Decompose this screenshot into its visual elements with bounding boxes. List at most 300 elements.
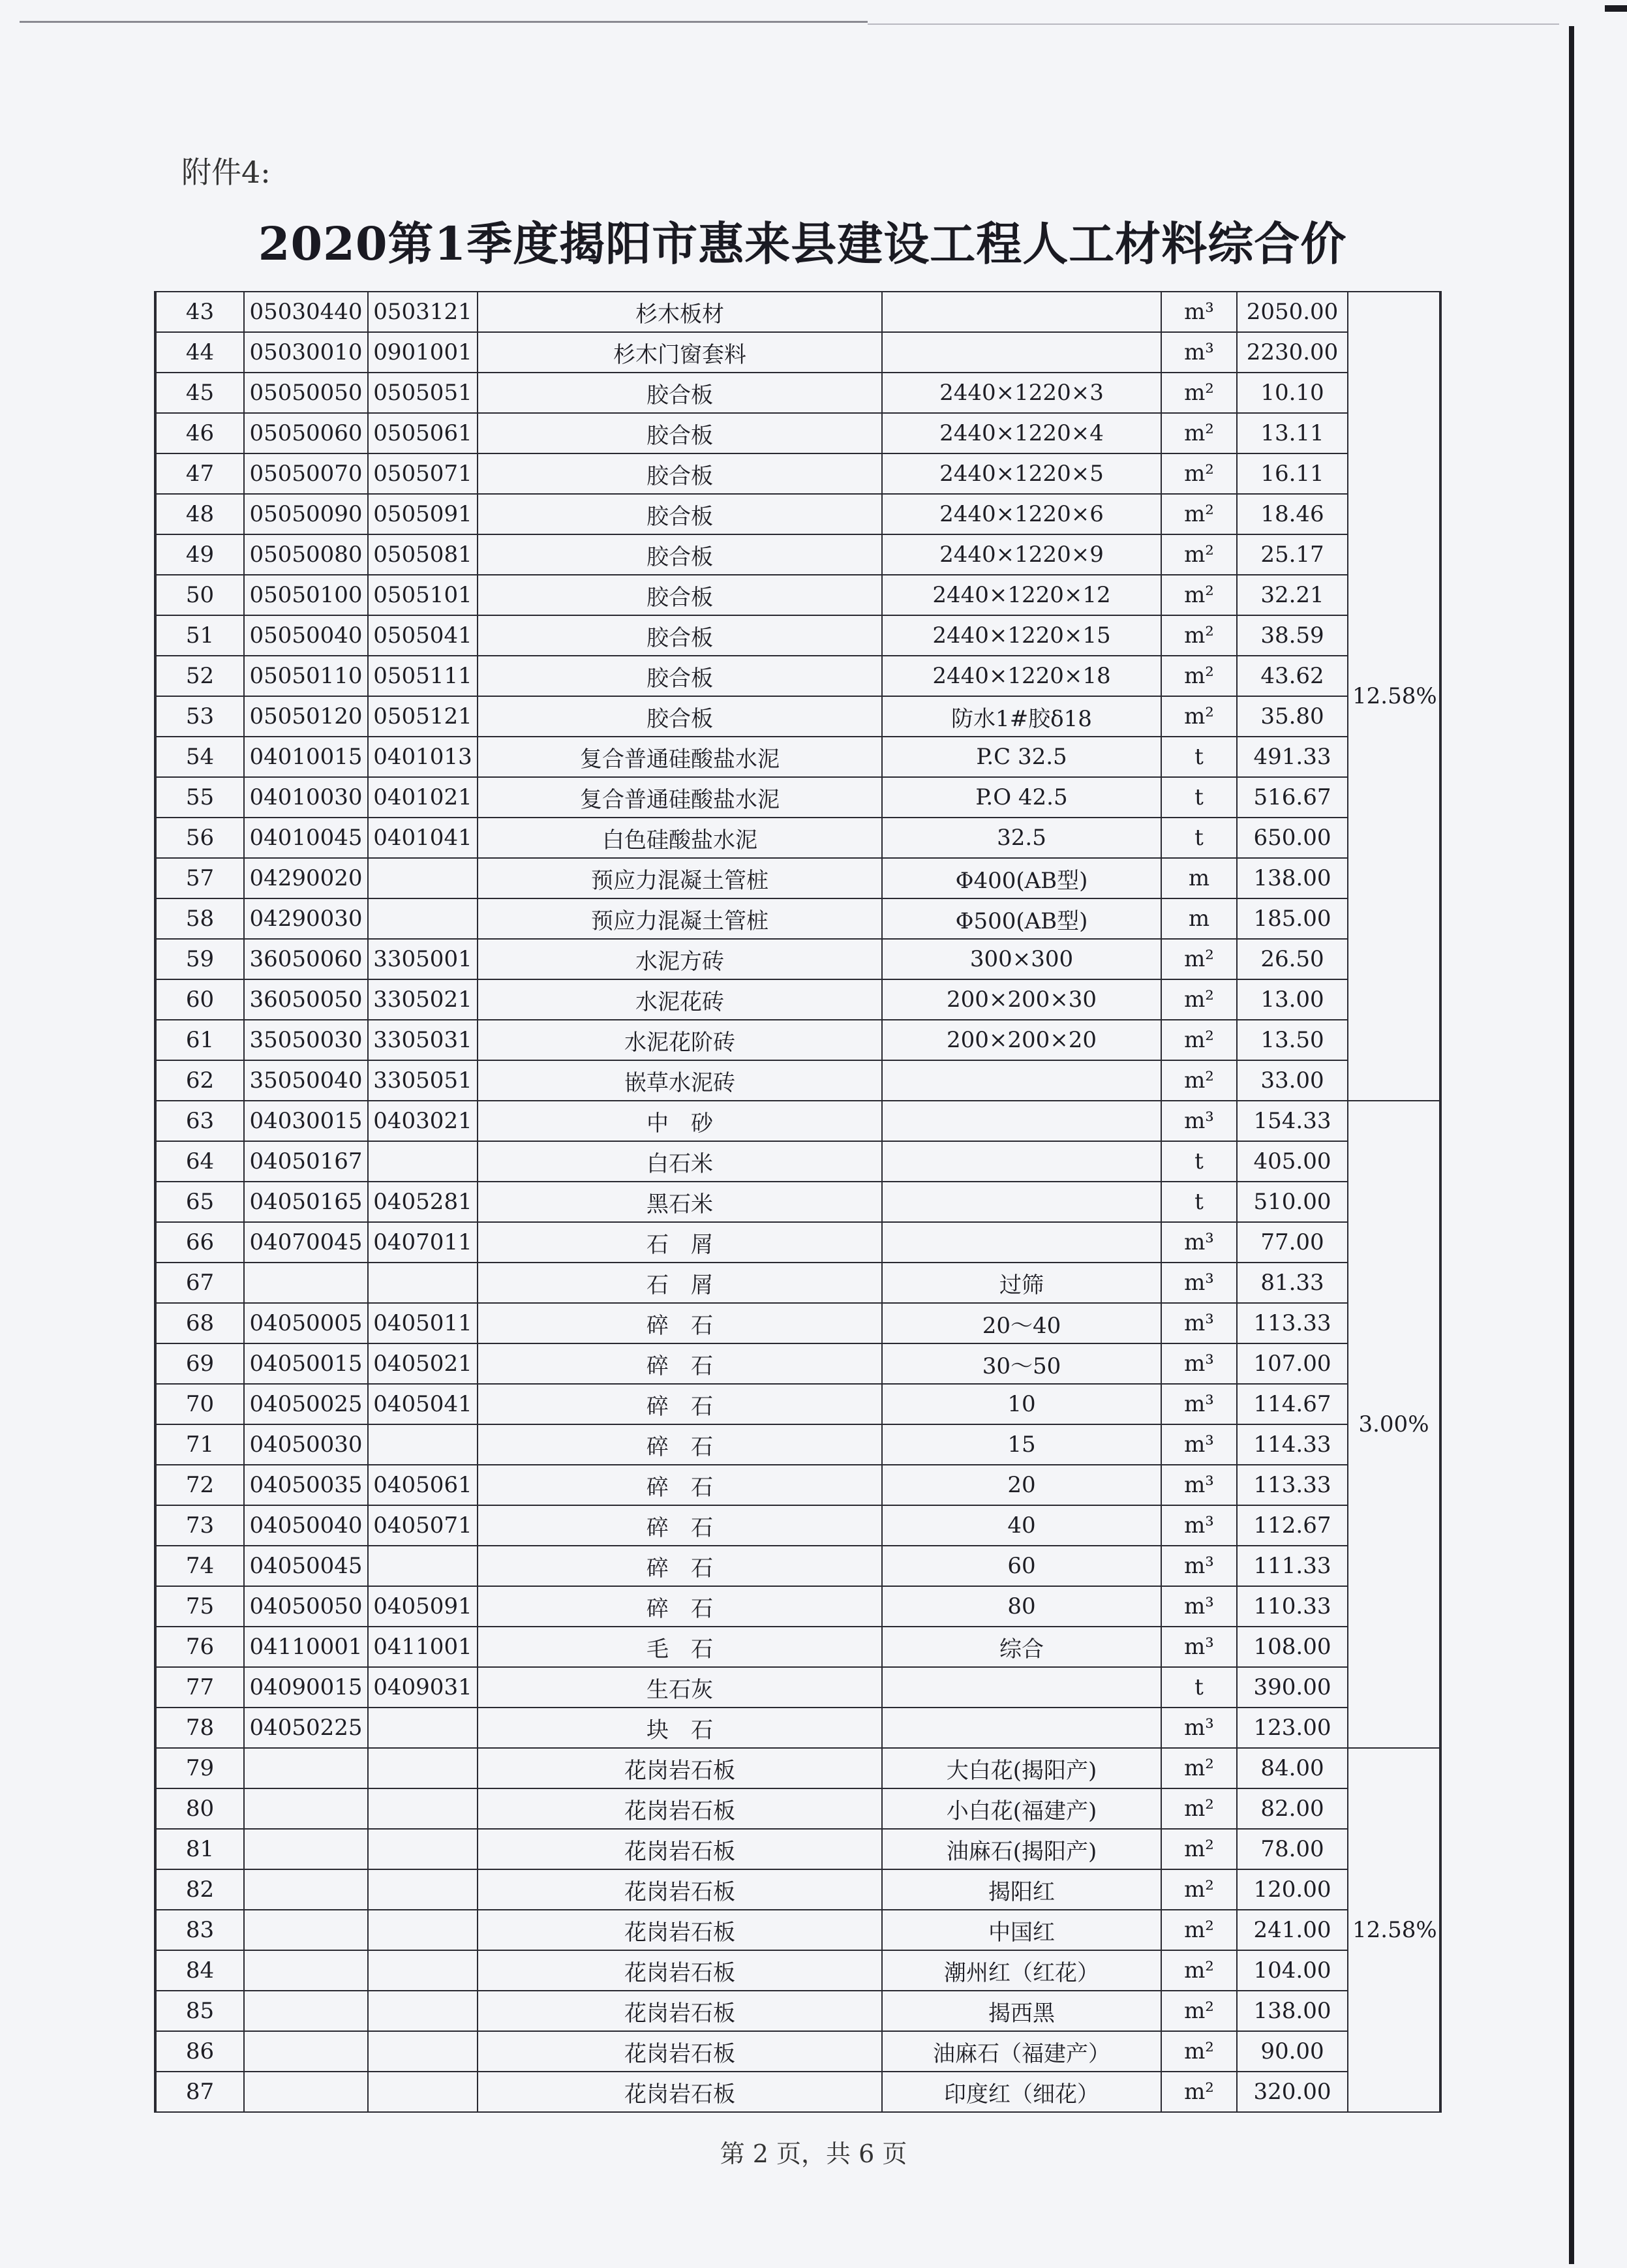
unit-price-cell: 32.21: [1237, 575, 1348, 615]
material-name-cell: 预应力混凝土管桩: [478, 858, 882, 898]
row-number-cell: 55: [155, 777, 244, 818]
scan-edge-mark: [1605, 5, 1627, 12]
row-number-cell: 73: [155, 1505, 244, 1546]
legacy-code-cell: 0505061: [368, 413, 478, 453]
row-number-cell: 48: [155, 494, 244, 534]
document-title: 2020第1季度揭阳市惠来县建设工程人工材料综合价: [258, 217, 1347, 271]
material-spec-cell: [882, 292, 1161, 332]
row-number-cell: 62: [155, 1060, 244, 1101]
material-name-cell: 花岗岩石板: [478, 2072, 882, 2112]
table-row: [155, 939, 1440, 979]
material-name-cell: 生石灰: [478, 1667, 882, 1708]
row-number-cell: 44: [155, 332, 244, 373]
material-code-cell: [244, 1950, 368, 1991]
table-row: [155, 453, 1440, 494]
legacy-code-cell: [368, 1829, 478, 1869]
row-number-cell: 72: [155, 1465, 244, 1505]
unit-price-cell: 26.50: [1237, 939, 1348, 979]
material-code-cell: 35050040: [244, 1060, 368, 1101]
material-code-cell: 05050060: [244, 413, 368, 453]
rate-cell: 3.00%: [1348, 1101, 1440, 1748]
material-spec-cell: 2440×1220×3: [882, 373, 1161, 413]
material-spec-cell: 小白花(福建产): [882, 1788, 1161, 1829]
unit-price-cell: 516.67: [1237, 777, 1348, 818]
material-spec-cell: 2440×1220×18: [882, 656, 1161, 696]
table-row: [155, 575, 1440, 615]
material-code-cell: 05050090: [244, 494, 368, 534]
material-code-cell: 05030010: [244, 332, 368, 373]
material-spec-cell: [882, 1141, 1161, 1182]
table-row: [155, 494, 1440, 534]
row-number-cell: 59: [155, 939, 244, 979]
material-spec-cell: 20: [882, 1465, 1161, 1505]
material-name-cell: 碎 石: [478, 1586, 882, 1627]
table-row: [155, 1627, 1440, 1667]
unit-price-cell: 77.00: [1237, 1222, 1348, 1263]
table-row: [155, 1991, 1440, 2031]
material-code-cell: 04050165: [244, 1182, 368, 1222]
unit-cell: t: [1161, 737, 1237, 777]
material-code-cell: 05050110: [244, 656, 368, 696]
unit-cell: m³: [1161, 1424, 1237, 1465]
material-code-cell: 04050005: [244, 1303, 368, 1343]
material-code-cell: [244, 1869, 368, 1910]
unit-price-cell: 110.33: [1237, 1586, 1348, 1627]
material-spec-cell: 200×200×30: [882, 979, 1161, 1020]
material-spec-cell: 10: [882, 1384, 1161, 1424]
legacy-code-cell: [368, 1546, 478, 1586]
table-row: [155, 979, 1440, 1020]
material-name-cell: 胶合板: [478, 534, 882, 575]
unit-price-cell: 33.00: [1237, 1060, 1348, 1101]
table-row: [155, 292, 1440, 332]
material-name-cell: 胶合板: [478, 373, 882, 413]
material-spec-cell: 印度红（细花）: [882, 2072, 1161, 2112]
row-number-cell: 57: [155, 858, 244, 898]
legacy-code-cell: 0405021: [368, 1343, 478, 1384]
unit-price-cell: 120.00: [1237, 1869, 1348, 1910]
material-spec-cell: 200×200×20: [882, 1020, 1161, 1060]
material-spec-cell: [882, 1708, 1161, 1748]
legacy-code-cell: 0405011: [368, 1303, 478, 1343]
unit-cell: m³: [1161, 1627, 1237, 1667]
table-row: [155, 1141, 1440, 1182]
legacy-code-cell: [368, 898, 478, 939]
legacy-code-cell: 0505121: [368, 696, 478, 737]
unit-cell: m³: [1161, 1586, 1237, 1627]
material-name-cell: 花岗岩石板: [478, 1950, 882, 1991]
material-code-cell: [244, 1788, 368, 1829]
material-spec-cell: 揭西黑: [882, 1991, 1161, 2031]
unit-cell: m³: [1161, 1343, 1237, 1384]
legacy-code-cell: 0505091: [368, 494, 478, 534]
material-code-cell: [244, 1829, 368, 1869]
unit-price-cell: 123.00: [1237, 1708, 1348, 1748]
unit-price-cell: 491.33: [1237, 737, 1348, 777]
table-row: [155, 737, 1440, 777]
row-number-cell: 71: [155, 1424, 244, 1465]
material-name-cell: 黑石米: [478, 1182, 882, 1222]
unit-cell: m³: [1161, 1222, 1237, 1263]
material-code-cell: 35050030: [244, 1020, 368, 1060]
row-number-cell: 60: [155, 979, 244, 1020]
material-name-cell: 花岗岩石板: [478, 1748, 882, 1788]
row-number-cell: 87: [155, 2072, 244, 2112]
material-code-cell: [244, 2072, 368, 2112]
material-name-cell: 块 石: [478, 1708, 882, 1748]
material-code-cell: 05050080: [244, 534, 368, 575]
row-number-cell: 64: [155, 1141, 244, 1182]
unit-price-cell: 114.67: [1237, 1384, 1348, 1424]
table-row: [155, 1910, 1440, 1950]
legacy-code-cell: [368, 1748, 478, 1788]
material-name-cell: 嵌草水泥砖: [478, 1060, 882, 1101]
material-spec-cell: 2440×1220×9: [882, 534, 1161, 575]
table-row: [155, 1829, 1440, 1869]
material-code-cell: 04050030: [244, 1424, 368, 1465]
table-row: [155, 818, 1440, 858]
material-name-cell: 花岗岩石板: [478, 1910, 882, 1950]
unit-price-cell: 112.67: [1237, 1505, 1348, 1546]
material-code-cell: 36050060: [244, 939, 368, 979]
material-code-cell: 04010045: [244, 818, 368, 858]
material-spec-cell: [882, 332, 1161, 373]
material-spec-cell: [882, 1060, 1161, 1101]
material-name-cell: 碎 石: [478, 1303, 882, 1343]
material-name-cell: 花岗岩石板: [478, 1991, 882, 2031]
row-number-cell: 54: [155, 737, 244, 777]
unit-price-cell: 390.00: [1237, 1667, 1348, 1708]
unit-cell: m²: [1161, 1910, 1237, 1950]
material-name-cell: 杉木门窗套料: [478, 332, 882, 373]
material-spec-cell: 40: [882, 1505, 1161, 1546]
material-name-cell: 胶合板: [478, 615, 882, 656]
legacy-code-cell: 0409031: [368, 1667, 478, 1708]
table-row: [155, 1950, 1440, 1991]
legacy-code-cell: 3305051: [368, 1060, 478, 1101]
legacy-code-cell: 0505111: [368, 656, 478, 696]
material-name-cell: 碎 石: [478, 1505, 882, 1546]
table-row: [155, 373, 1440, 413]
legacy-code-cell: [368, 1424, 478, 1465]
unit-price-cell: 113.33: [1237, 1465, 1348, 1505]
material-code-cell: [244, 1263, 368, 1303]
legacy-code-cell: 0405061: [368, 1465, 478, 1505]
scan-edge-bar: [1569, 26, 1574, 2264]
unit-cell: m²: [1161, 1829, 1237, 1869]
material-spec-cell: 2440×1220×12: [882, 575, 1161, 615]
unit-cell: m³: [1161, 1505, 1237, 1546]
table-row: [155, 1263, 1440, 1303]
unit-cell: t: [1161, 777, 1237, 818]
legacy-code-cell: [368, 1950, 478, 1991]
legacy-code-cell: 0405071: [368, 1505, 478, 1546]
unit-cell: m²: [1161, 534, 1237, 575]
table-row: [155, 777, 1440, 818]
unit-price-cell: 405.00: [1237, 1141, 1348, 1182]
row-number-cell: 51: [155, 615, 244, 656]
material-spec-cell: 过筛: [882, 1263, 1161, 1303]
material-code-cell: 05050040: [244, 615, 368, 656]
table-row: [155, 615, 1440, 656]
material-code-cell: 04070045: [244, 1222, 368, 1263]
unit-price-cell: 81.33: [1237, 1263, 1348, 1303]
row-number-cell: 84: [155, 1950, 244, 1991]
row-number-cell: 52: [155, 656, 244, 696]
row-number-cell: 45: [155, 373, 244, 413]
row-number-cell: 56: [155, 818, 244, 858]
unit-cell: m²: [1161, 2031, 1237, 2072]
material-spec-cell: 潮州红（红花）: [882, 1950, 1161, 1991]
unit-cell: m²: [1161, 979, 1237, 1020]
material-spec-cell: 2440×1220×5: [882, 453, 1161, 494]
table-row: [155, 858, 1440, 898]
material-name-cell: 胶合板: [478, 413, 882, 453]
row-number-cell: 68: [155, 1303, 244, 1343]
material-code-cell: 05050050: [244, 373, 368, 413]
page-number: 第 2 页，共 6 页: [720, 2139, 907, 2168]
row-number-cell: 67: [155, 1263, 244, 1303]
unit-price-cell: 13.00: [1237, 979, 1348, 1020]
unit-cell: m²: [1161, 1788, 1237, 1829]
unit-cell: m: [1161, 898, 1237, 939]
material-spec-cell: 油麻石(揭阳产): [882, 1829, 1161, 1869]
scan-top-line-faint: [868, 23, 1559, 25]
legacy-code-cell: 0505041: [368, 615, 478, 656]
unit-price-cell: 38.59: [1237, 615, 1348, 656]
material-code-cell: 05050070: [244, 453, 368, 494]
material-name-cell: 复合普通硅酸盐水泥: [478, 737, 882, 777]
unit-cell: m²: [1161, 656, 1237, 696]
material-spec-cell: 油麻石（福建产）: [882, 2031, 1161, 2072]
material-name-cell: 白色硅酸盐水泥: [478, 818, 882, 858]
material-spec-cell: 300×300: [882, 939, 1161, 979]
unit-price-cell: 2050.00: [1237, 292, 1348, 332]
unit-price-cell: 35.80: [1237, 696, 1348, 737]
row-number-cell: 50: [155, 575, 244, 615]
row-number-cell: 61: [155, 1020, 244, 1060]
unit-cell: m³: [1161, 1546, 1237, 1586]
material-name-cell: 胶合板: [478, 696, 882, 737]
legacy-code-cell: 0411001: [368, 1627, 478, 1667]
material-spec-cell: Φ500(AB型): [882, 898, 1161, 939]
row-number-cell: 75: [155, 1586, 244, 1627]
unit-price-cell: 154.33: [1237, 1101, 1348, 1141]
unit-cell: m³: [1161, 1465, 1237, 1505]
unit-price-cell: 84.00: [1237, 1748, 1348, 1788]
legacy-code-cell: [368, 2031, 478, 2072]
material-spec-cell: 2440×1220×4: [882, 413, 1161, 453]
material-name-cell: 预应力混凝土管桩: [478, 898, 882, 939]
table-row: [155, 1222, 1440, 1263]
table-row: [155, 1505, 1440, 1546]
table-row: [155, 1343, 1440, 1384]
material-spec-cell: [882, 1222, 1161, 1263]
legacy-code-cell: 0901001: [368, 332, 478, 373]
table-row: [155, 2031, 1440, 2072]
unit-cell: m²: [1161, 1060, 1237, 1101]
legacy-code-cell: 0503121: [368, 292, 478, 332]
material-name-cell: 复合普通硅酸盐水泥: [478, 777, 882, 818]
unit-cell: m³: [1161, 332, 1237, 373]
material-code-cell: 05030440: [244, 292, 368, 332]
material-code-cell: 04050035: [244, 1465, 368, 1505]
table-row: [155, 1748, 1440, 1788]
material-code-cell: 04010015: [244, 737, 368, 777]
material-name-cell: 碎 石: [478, 1343, 882, 1384]
legacy-code-cell: 0505081: [368, 534, 478, 575]
legacy-code-cell: 3305021: [368, 979, 478, 1020]
table-row: [155, 656, 1440, 696]
row-number-cell: 58: [155, 898, 244, 939]
unit-cell: m²: [1161, 939, 1237, 979]
unit-price-cell: 107.00: [1237, 1343, 1348, 1384]
row-number-cell: 69: [155, 1343, 244, 1384]
scan-top-line: [20, 21, 868, 23]
unit-cell: m³: [1161, 1708, 1237, 1748]
material-name-cell: 碎 石: [478, 1384, 882, 1424]
unit-cell: m²: [1161, 1020, 1237, 1060]
legacy-code-cell: 0401041: [368, 818, 478, 858]
table-row: [155, 696, 1440, 737]
legacy-code-cell: 0401013: [368, 737, 478, 777]
material-name-cell: 碎 石: [478, 1546, 882, 1586]
unit-price-cell: 43.62: [1237, 656, 1348, 696]
legacy-code-cell: [368, 1708, 478, 1748]
unit-cell: t: [1161, 1182, 1237, 1222]
unit-price-cell: 16.11: [1237, 453, 1348, 494]
material-name-cell: 花岗岩石板: [478, 2031, 882, 2072]
legacy-code-cell: 3305031: [368, 1020, 478, 1060]
unit-cell: t: [1161, 818, 1237, 858]
unit-cell: m²: [1161, 1748, 1237, 1788]
material-code-cell: [244, 1991, 368, 2031]
material-code-cell: 04050040: [244, 1505, 368, 1546]
legacy-code-cell: 0405281: [368, 1182, 478, 1222]
material-name-cell: 花岗岩石板: [478, 1788, 882, 1829]
material-name-cell: 杉木板材: [478, 292, 882, 332]
row-number-cell: 86: [155, 2031, 244, 2072]
unit-price-cell: 510.00: [1237, 1182, 1348, 1222]
row-number-cell: 79: [155, 1748, 244, 1788]
material-spec-cell: 中国红: [882, 1910, 1161, 1950]
unit-price-cell: 108.00: [1237, 1627, 1348, 1667]
unit-cell: m²: [1161, 615, 1237, 656]
material-code-cell: 04050025: [244, 1384, 368, 1424]
legacy-code-cell: 0407011: [368, 1222, 478, 1263]
row-number-cell: 70: [155, 1384, 244, 1424]
material-code-cell: 04050045: [244, 1546, 368, 1586]
unit-price-cell: 114.33: [1237, 1424, 1348, 1465]
material-code-cell: 36050050: [244, 979, 368, 1020]
material-code-cell: 04090015: [244, 1667, 368, 1708]
material-name-cell: 胶合板: [478, 575, 882, 615]
legacy-code-cell: [368, 1869, 478, 1910]
material-code-cell: 04030015: [244, 1101, 368, 1141]
unit-price-cell: 320.00: [1237, 2072, 1348, 2112]
unit-cell: m³: [1161, 292, 1237, 332]
unit-price-cell: 2230.00: [1237, 332, 1348, 373]
legacy-code-cell: 0403021: [368, 1101, 478, 1141]
legacy-code-cell: 0405041: [368, 1384, 478, 1424]
material-name-cell: 胶合板: [478, 656, 882, 696]
unit-cell: t: [1161, 1141, 1237, 1182]
unit-cell: m³: [1161, 1303, 1237, 1343]
unit-price-cell: 138.00: [1237, 1991, 1348, 2031]
material-name-cell: 白石米: [478, 1141, 882, 1182]
material-spec-cell: 防水1#胶δ18: [882, 696, 1161, 737]
material-spec-cell: 2440×1220×15: [882, 615, 1161, 656]
material-name-cell: 胶合板: [478, 494, 882, 534]
legacy-code-cell: 0505101: [368, 575, 478, 615]
material-name-cell: 花岗岩石板: [478, 1869, 882, 1910]
legacy-code-cell: 3305001: [368, 939, 478, 979]
table-row: [155, 534, 1440, 575]
legacy-code-cell: [368, 858, 478, 898]
material-spec-cell: 揭阳红: [882, 1869, 1161, 1910]
table-row: [155, 1667, 1440, 1708]
material-code-cell: 04050050: [244, 1586, 368, 1627]
row-number-cell: 47: [155, 453, 244, 494]
table-row: [155, 1101, 1440, 1141]
row-number-cell: 77: [155, 1667, 244, 1708]
table-row: [155, 1546, 1440, 1586]
material-code-cell: 05050120: [244, 696, 368, 737]
material-spec-cell: 32.5: [882, 818, 1161, 858]
material-code-cell: [244, 2031, 368, 2072]
material-spec-cell: 大白花(揭阳产): [882, 1748, 1161, 1788]
material-code-cell: 04010030: [244, 777, 368, 818]
material-code-cell: 04050167: [244, 1141, 368, 1182]
table-row: [155, 1708, 1440, 1748]
unit-cell: m²: [1161, 373, 1237, 413]
material-spec-cell: [882, 1182, 1161, 1222]
attachment-label: 附件4:: [181, 155, 271, 190]
row-number-cell: 81: [155, 1829, 244, 1869]
row-number-cell: 85: [155, 1991, 244, 2031]
rate-cell: 12.58%: [1348, 292, 1440, 1101]
legacy-code-cell: [368, 1788, 478, 1829]
unit-price-cell: 138.00: [1237, 858, 1348, 898]
legacy-code-cell: [368, 1263, 478, 1303]
table-row: [155, 413, 1440, 453]
unit-price-cell: 111.33: [1237, 1546, 1348, 1586]
unit-price-cell: 82.00: [1237, 1788, 1348, 1829]
row-number-cell: 53: [155, 696, 244, 737]
unit-cell: m³: [1161, 1263, 1237, 1303]
unit-price-cell: 113.33: [1237, 1303, 1348, 1343]
material-spec-cell: [882, 1101, 1161, 1141]
unit-price-cell: 185.00: [1237, 898, 1348, 939]
material-name-cell: 碎 石: [478, 1465, 882, 1505]
legacy-code-cell: 0405091: [368, 1586, 478, 1627]
unit-cell: m²: [1161, 1950, 1237, 1991]
unit-price-cell: 13.11: [1237, 413, 1348, 453]
legacy-code-cell: 0401021: [368, 777, 478, 818]
unit-cell: m³: [1161, 1384, 1237, 1424]
material-code-cell: 05050100: [244, 575, 368, 615]
table-row: [155, 2072, 1440, 2112]
material-spec-cell: 30～50: [882, 1343, 1161, 1384]
row-number-cell: 76: [155, 1627, 244, 1667]
material-code-cell: 04050015: [244, 1343, 368, 1384]
legacy-code-cell: [368, 2072, 478, 2112]
row-number-cell: 66: [155, 1222, 244, 1263]
unit-price-cell: 25.17: [1237, 534, 1348, 575]
unit-price-cell: 650.00: [1237, 818, 1348, 858]
row-number-cell: 82: [155, 1869, 244, 1910]
table-row: [155, 1586, 1440, 1627]
